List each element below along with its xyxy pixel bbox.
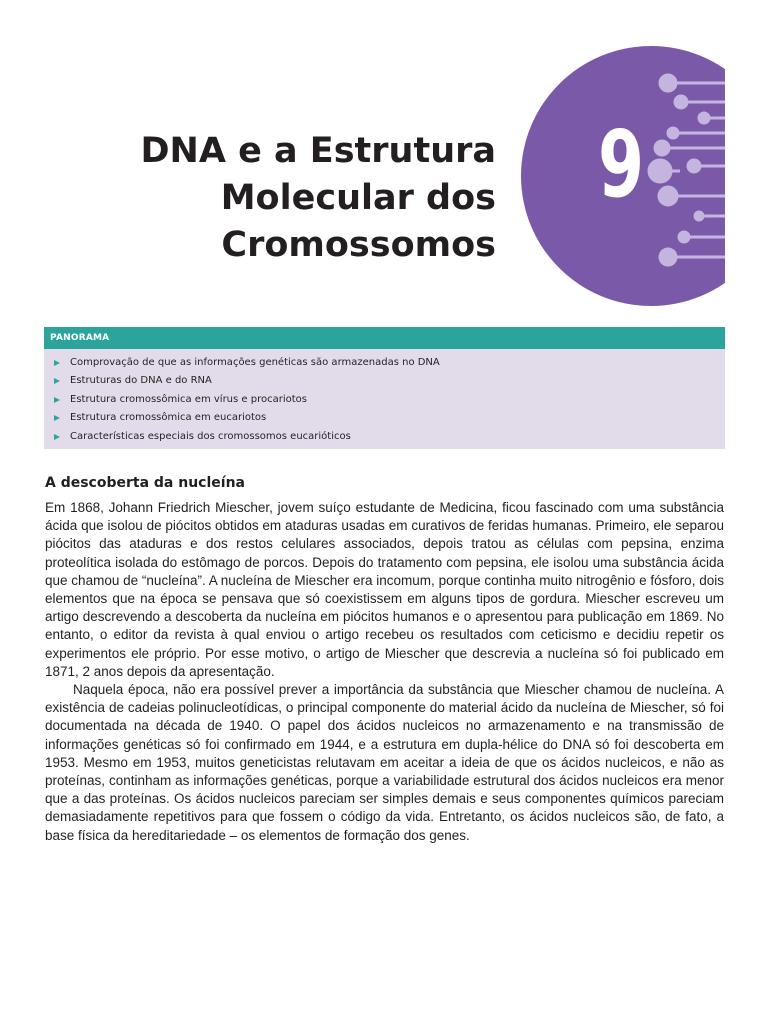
- panorama-item: [54, 354, 725, 372]
- triangle-bullet-icon: [54, 397, 60, 403]
- body-paragraph: Naquela época, não era possível prever a importância da substância que Miescher chamou de nucleína. A existência de cadeias polinucleotídicas, o principal componente do material ácido da nucleína de Miescher, só foi documentada na década de 1940. O papel dos ácidos nucleicos no armazenamento e na transmissão de informações genéticas só foi confirmado em 1944, e a estrutura em dupla-hélice do DNA só foi descoberta em 1953. Mesmo em 1953, muitos geneticistas relutavam em aceitar a ideia de que os ácidos nucleicos, e não as proteínas, continham as informações genéticas, porque a variabilidade estrutural dos ácidos nucleicos era menor que a das proteínas. Os ácidos nucleicos pareciam ser simples demais e seus componentes químicos pareciam demasiadamente repetitivos para que fossem o código da vida. Entretanto, os ácidos nucleicos são, de fato, a base física da hereditariedade – os elementos de formação dos genes.: [45, 682, 724, 843]
- panorama-item: [54, 391, 725, 409]
- triangle-bullet-icon: [54, 434, 60, 440]
- panorama-item-label: Estruturas do DNA e do RNA: [70, 375, 212, 387]
- panorama-item: [54, 372, 725, 390]
- panorama-item: [54, 409, 725, 427]
- section-heading: A descoberta da nucleína: [45, 475, 245, 491]
- section-body: [45, 499, 724, 845]
- chapter-number: 9: [597, 111, 645, 218]
- chapter-title-line: Molecular dos: [220, 178, 496, 218]
- chapter-title-line: Cromossomos: [221, 225, 496, 265]
- triangle-bullet-icon: [54, 360, 60, 366]
- triangle-bullet-icon: [54, 378, 60, 384]
- chapter-title-line: DNA e a Estrutura: [140, 131, 496, 171]
- triangle-bullet-icon: [54, 415, 60, 421]
- panorama-item-label: Estrutura cromossômica em eucariotos: [70, 412, 267, 424]
- panorama-item-label: Comprovação de que as informações genéticas são armazenadas no DNA: [70, 357, 440, 368]
- body-paragraph: Em 1868, Johann Friedrich Miescher, jovem suíço estudante de Medicina, ficou fascinado com uma substância ácida que isolou de piócitos obtidos em ataduras usadas em curativos de feridas humanas. Primeiro, ele separou piócitos das ataduras e dos restos celulares associados, depois tratou as células com pepsina, enzima proteolítica isolada do estômago de porcos. Depois do tratamento com pepsina, ele isolou uma substância ácida que chamou de “nucleína”. A nucleína de Miescher era incomum, porque continha muito nitrogênio e fósforo, dois elementos que na época se pensava que só coexistissem em alguns tipos de gordura. Miescher escreveu um artigo descrevendo a descoberta da nucleína em piócitos humanos e o apresentou para publicação em 1869. No entanto, o editor da revista à qual enviou o artigo recebeu os resultados com ceticismo e decidiu repetir os experimentos ele próprio. Por esse motivo, o artigo de Miescher que descrevia a nucleína só foi publicado em 1871, 2 anos depois da apresentação.: [45, 500, 724, 679]
- panorama-box: [44, 327, 725, 449]
- purple-circle-shape: [521, 46, 768, 306]
- panorama-item-label: Estrutura cromossômica em vírus e procariotos: [70, 393, 307, 405]
- panorama-item: [54, 428, 725, 446]
- chapter-title: [140, 128, 496, 269]
- panorama-heading: PANORAMA: [44, 327, 725, 349]
- panorama-item-label: Características especiais dos cromossomos eucarióticos: [70, 430, 351, 442]
- panorama-list: [44, 349, 725, 446]
